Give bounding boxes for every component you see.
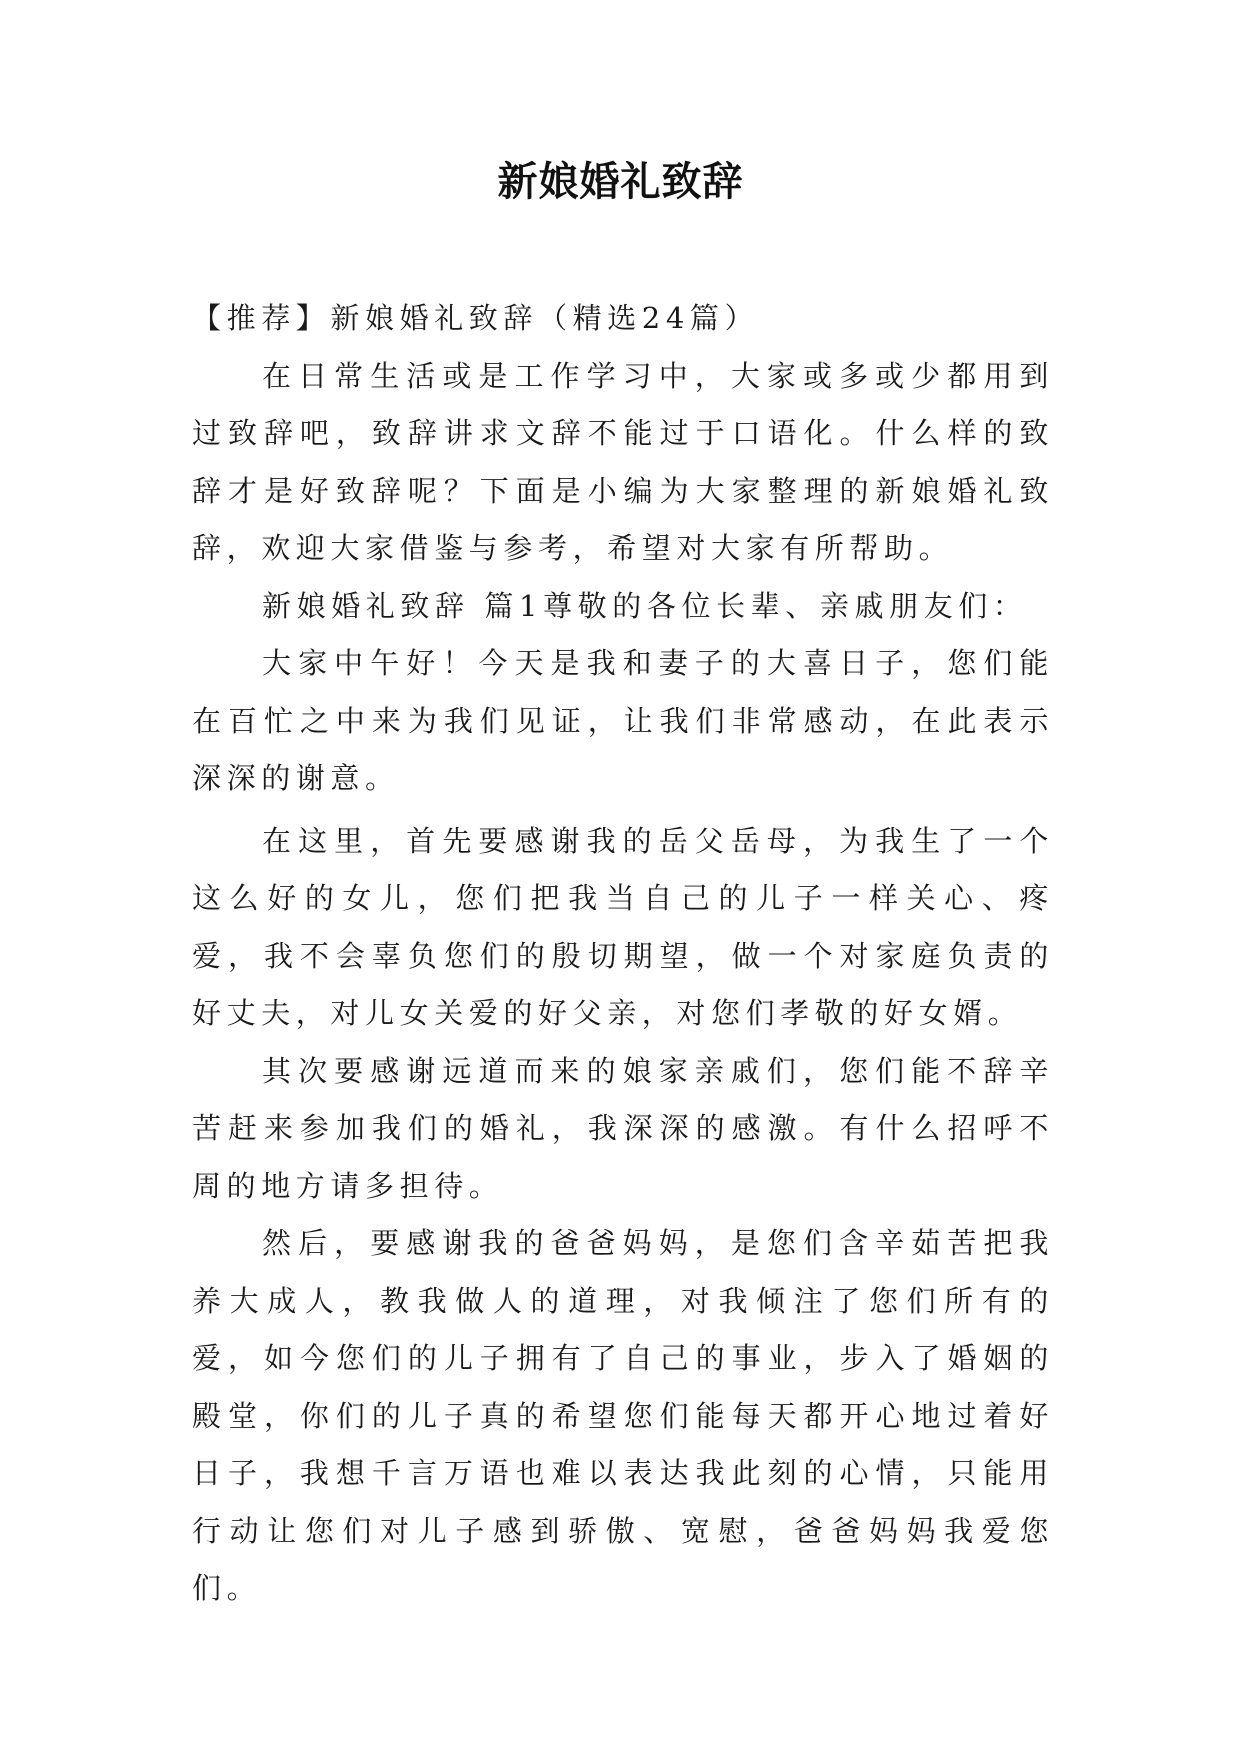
paragraph-thanks-parents: 然后，要感谢我的爸爸妈妈，是您们含辛茹苦把我养大成人，教我做人的道理，对我倾注了您们所有的爱，如今您们的儿子拥有了自己的事业，步入了婚姻的殿堂，你们的儿子真的希望您们能每天都开心地过着好日子，我想千言万语也难以表达我此刻的心情，只能用行动让您们对儿子感到骄傲、宽慰，爸爸妈妈我爱您们。 (192, 1226, 1054, 1605)
paragraph-intro: 在日常生活或是工作学习中，大家或多或少都用到过致辞吧，致辞讲求文辞不能过于口语化。什么样的致辞才是好致辞呢？下面是小编为大家整理的新娘婚礼致辞，欢迎大家借鉴与参考，希望对大家有所帮助。 (192, 358, 1054, 565)
paragraph-section-heading: 新娘婚礼致辞 篇1尊敬的各位长辈、亲戚朋友们： (262, 588, 1028, 623)
document-body (192, 290, 1054, 1618)
paragraph-greeting: 大家中午好！今天是我和妻子的大喜日子，您们能在百忙之中来为我们见证，让我们非常感动，在此表示深深的谢意。 (192, 646, 1054, 795)
paragraph-thanks-relatives: 其次要感谢远道而来的娘家亲戚们，您们能不辞辛苦赶来参加我们的婚礼，我深深的感激。有什么招呼不周的地方请多担待。 (192, 1053, 1054, 1203)
document-title: 新娘婚礼致辞 (497, 159, 744, 205)
paragraph-thanks-in-laws: 在这里，首先要感谢我的岳父岳母，为我生了一个这么好的女儿，您们把我当自己的儿子一样关心、疼爱，我不会辜负您们的殷切期望，做一个对家庭负责的好丈夫，对儿女关爱的好父亲，对您们孝敬的好女婿。 (192, 823, 1054, 1030)
paragraph-heading: 【推荐】新娘婚礼致辞（精选24篇） (192, 301, 760, 335)
